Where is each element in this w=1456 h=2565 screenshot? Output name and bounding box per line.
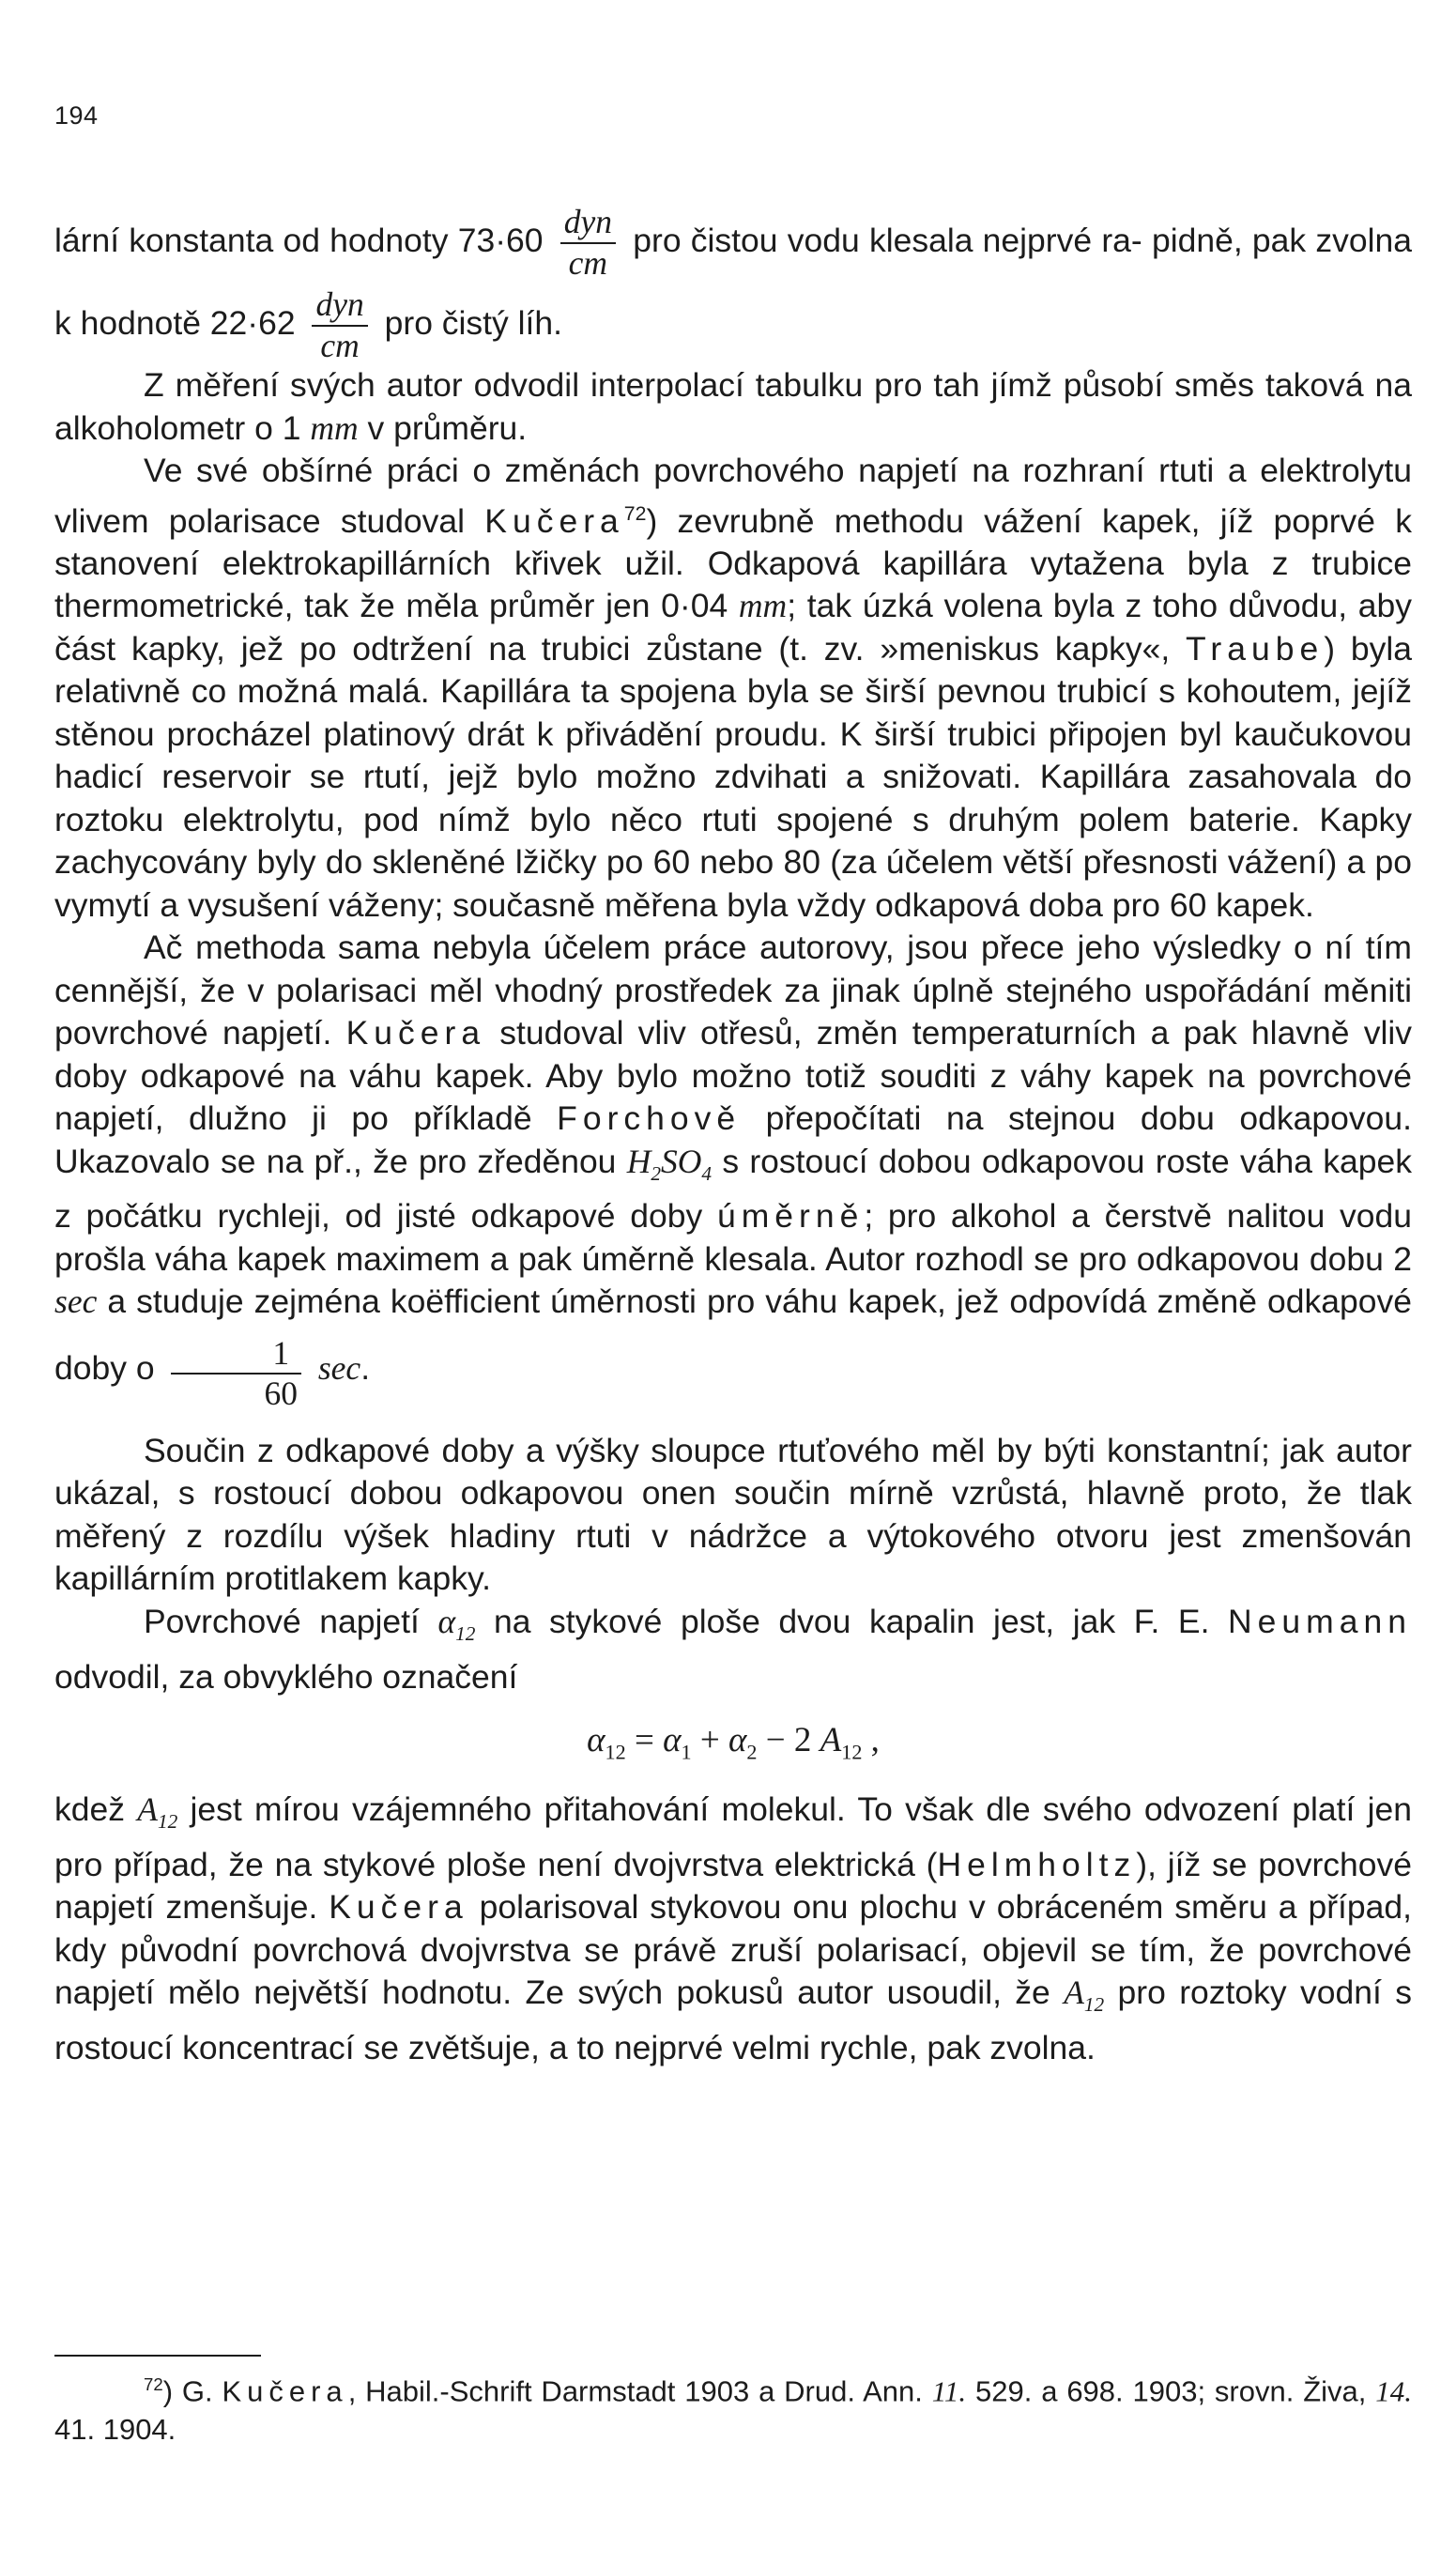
operator: + bbox=[691, 1721, 728, 1760]
author-name: Kučera bbox=[484, 501, 624, 540]
text-run: jest mírou vzájemného přitahování molekul. To však dle svého odvození platí jen pro případ, že na stykové ploše není dvojvrstva elektrická ( bbox=[54, 1789, 1412, 1883]
emphasis: úměrně bbox=[716, 1197, 865, 1236]
text-run: v průměru. bbox=[367, 408, 528, 447]
symbol: α bbox=[587, 1721, 605, 1760]
footnote bbox=[54, 2365, 1412, 2449]
text-run: 529. a 698. 1903; srovn. Živa, bbox=[975, 2374, 1367, 2408]
subscript: 12 bbox=[605, 1740, 626, 1764]
symbol: A bbox=[1064, 1974, 1084, 2011]
text-run: lární konstanta od hodnoty 73·60 bbox=[54, 222, 544, 259]
text-run: , Habil.-Schrift Darmstadt 1903 a Drud. Ann. bbox=[347, 2374, 923, 2408]
fraction-denominator: cm bbox=[568, 243, 608, 282]
fraction-1-60 bbox=[171, 1333, 301, 1413]
fraction-numerator: dyn bbox=[312, 288, 367, 327]
subscript: 12 bbox=[841, 1740, 863, 1764]
footnote-divider bbox=[54, 2355, 261, 2357]
text-run: Ač methoda sama nebyla účelem práce autorovy, jsou přece jeho výsledky o ní tím cennější, že v polarisaci měl vhodný prostředek za jinak úplně stejného uspořádání měniti povrchové napjetí. bbox=[54, 929, 1412, 1052]
author-name: Kučera bbox=[345, 1014, 486, 1052]
text-run: kdež bbox=[54, 1789, 125, 1828]
text-run: pro čistý líh. bbox=[384, 304, 563, 342]
symbol: α bbox=[728, 1721, 747, 1760]
text-run: a studuje zejména koëfficient úměrnosti pro váhu kapek, jež odpovídá změně odkapové doby o bbox=[54, 1282, 1412, 1387]
punctuation: , bbox=[862, 1721, 880, 1760]
paragraph-1 bbox=[54, 199, 1412, 364]
author-name: Neumann bbox=[1228, 1602, 1412, 1640]
text-run: ) zevrubně methodu vážení kapek, jíž poprvé k stanovení elektrokapillárních křivek užil. Odkapová kapillára vytažena byla z trubice thermometrické, tak že měla průměr jen 0·04 bbox=[54, 501, 1412, 625]
operator: = bbox=[625, 1721, 664, 1760]
text-run: Z měření svých autor odvodil interpolací tabulku pro tah jímž působí směs taková na alkoholometr o 1 bbox=[54, 366, 1412, 447]
author-name: Kučera bbox=[222, 2374, 348, 2408]
unit-mm: mm bbox=[310, 408, 359, 447]
text-run: ), jíž se povrchové napjetí zmenšuje. bbox=[54, 1845, 1413, 1926]
text-run: studoval vliv otřesů, změn temperaturních a pak hlavně vliv doby odkapové na váhu kapek. Aby bylo možno totiž souditi z váhy kapek na povrchové napjetí, dlužno ji po příkladě bbox=[54, 1014, 1412, 1138]
chemical-formula bbox=[626, 1142, 713, 1185]
paragraph-7 bbox=[54, 1789, 1412, 2069]
symbol: α bbox=[663, 1721, 682, 1760]
text-run: polarisoval stykovou onu plochu v obráceném směru a případ, kdy původní povrchová dvojvrstva se právě zruší polarisací, objevil se tím, že povrchové napjetí mělo největší hodnotu. Ze svých pokusů autor usoudil, že bbox=[54, 1888, 1412, 2011]
text-run: Ve své obšírné práci o změnách povrchového napjetí na rozhraní rtuti a elektrolytu vlivem polarisace studoval bbox=[54, 452, 1412, 540]
subscript: 2 bbox=[746, 1740, 758, 1764]
footnote-marker: 72 bbox=[144, 2374, 163, 2394]
fraction-denominator: cm bbox=[320, 326, 360, 364]
paragraph-4 bbox=[54, 927, 1412, 1417]
text-run: na stykové ploše dvou kapalin jest, jak F. E. bbox=[493, 1602, 1210, 1640]
symbol-alpha bbox=[437, 1602, 476, 1646]
fraction-dyn-cm bbox=[312, 285, 367, 364]
unit-mm: mm bbox=[738, 587, 788, 625]
text-run: ) G. bbox=[162, 2374, 213, 2408]
author-name: Helmholtz bbox=[937, 1845, 1137, 1883]
body-text bbox=[54, 199, 1412, 2069]
text-run: ) byla relativně co možná malá. Kapillára ta spojena byla se širší pevnou trubicí s kohoutem, jejíž stěnou procházel platinový drát k přivádění proudu. K širší trubici připojen byl kaučukovou hadicí reservoir se rtutí, jejž bylo možno zdvihati a snižovati. Kapillára zasahovala do roztoku elektrolytu, pod nímž bylo něco rtuti spojené s druhým polem baterie. Kapky zachycovány byly do skleněné lžičky po 60 nebo 80 (za účelem větší přesnosti vážení) a po vymytí a vysušení váženy; současně měřena byla vždy odkapová doba pro 60 kapek. bbox=[54, 629, 1412, 924]
text-run: pro roztoky vodní s rostoucí koncentrací se zvětšuje, a to nejprvé velmi rychle, pak zvolna. bbox=[54, 1974, 1412, 2066]
text-run: odvodil, za obvyklého označení bbox=[54, 1657, 518, 1696]
symbol-A12 bbox=[1064, 1974, 1105, 2017]
text-run: Povrchové napjetí bbox=[144, 1602, 420, 1640]
volume-number: 14. bbox=[1375, 2374, 1412, 2408]
volume-number: 11. bbox=[931, 2374, 967, 2408]
text-run: 41. 1904. bbox=[54, 2413, 176, 2447]
symbol: A bbox=[820, 1721, 842, 1760]
unit-sec: sec bbox=[54, 1282, 98, 1321]
fraction-dyn-cm bbox=[560, 203, 616, 282]
fraction-numerator: dyn bbox=[560, 206, 616, 244]
symbol: A bbox=[137, 1789, 158, 1828]
author-name: Kučera bbox=[329, 1888, 468, 1926]
text-run: pidně, pak zvolna k hodnotě 22·62 bbox=[54, 222, 1412, 342]
subscript: 1 bbox=[681, 1740, 692, 1764]
subscript: 12 bbox=[1083, 1993, 1105, 2017]
fraction-denominator: 60 bbox=[264, 1375, 298, 1413]
author-name: Forchově bbox=[557, 1099, 742, 1138]
subscript: 4 bbox=[701, 1161, 713, 1185]
subscript: 12 bbox=[157, 1810, 178, 1833]
operator: − 2 bbox=[757, 1721, 820, 1760]
footnote-ref: 72 bbox=[623, 501, 647, 525]
paragraph-3 bbox=[54, 450, 1412, 927]
paragraph-6 bbox=[54, 1601, 1412, 1698]
paragraph-2 bbox=[54, 364, 1412, 450]
text-run: ; pro alkohol a čerstvě nalitou vodu prošla váha kapek maximem a pak úměrně klesala. Autor rozhodl se pro odkapovou dobu 2 bbox=[54, 1197, 1413, 1278]
author-name: Traube bbox=[1186, 629, 1325, 668]
text-run: ; tak úzká volena byla z toho důvodu, aby část kapky, jež po odtržení na trubici zůstane (t. zv. »meniskus kapky«, bbox=[54, 587, 1412, 668]
subscript: 2 bbox=[651, 1161, 661, 1185]
equation bbox=[54, 1719, 1412, 1774]
subscript: 12 bbox=[455, 1622, 476, 1646]
symbol-A12 bbox=[137, 1789, 178, 1833]
fraction-numerator: 1 bbox=[171, 1337, 301, 1375]
page-number: 194 bbox=[54, 101, 99, 130]
text-run: přepočítati na stejnou dobu odkapovou. Ukazovalo se na př., že pro zředěnou bbox=[54, 1099, 1412, 1180]
symbol: H bbox=[626, 1142, 651, 1180]
symbol: α bbox=[437, 1602, 456, 1640]
text-run: s rostoucí dobou odkapovou roste váha kapek z počátku rychleji, od jisté odkapové doby bbox=[54, 1142, 1412, 1236]
text-run: . bbox=[360, 1348, 371, 1387]
paragraph-5: Součin z odkapové doby a výšky sloupce rtuťového měl by býti konstantní; jak autor ukázal, s rostoucí dobou odkapovou onen součin mírně vzrůstá, hlavně proto, že tlak měřený z rozdílu výšek hladiny rtuti v nádržce a výtokového otvoru jest zmenšován kapillárním protitlakem kapky. bbox=[54, 1431, 1412, 1598]
unit-sec: sec bbox=[317, 1348, 361, 1387]
symbol: SO bbox=[661, 1142, 702, 1180]
text-run: pro čistou vodu klesala nejprvé ra- bbox=[633, 222, 1142, 259]
